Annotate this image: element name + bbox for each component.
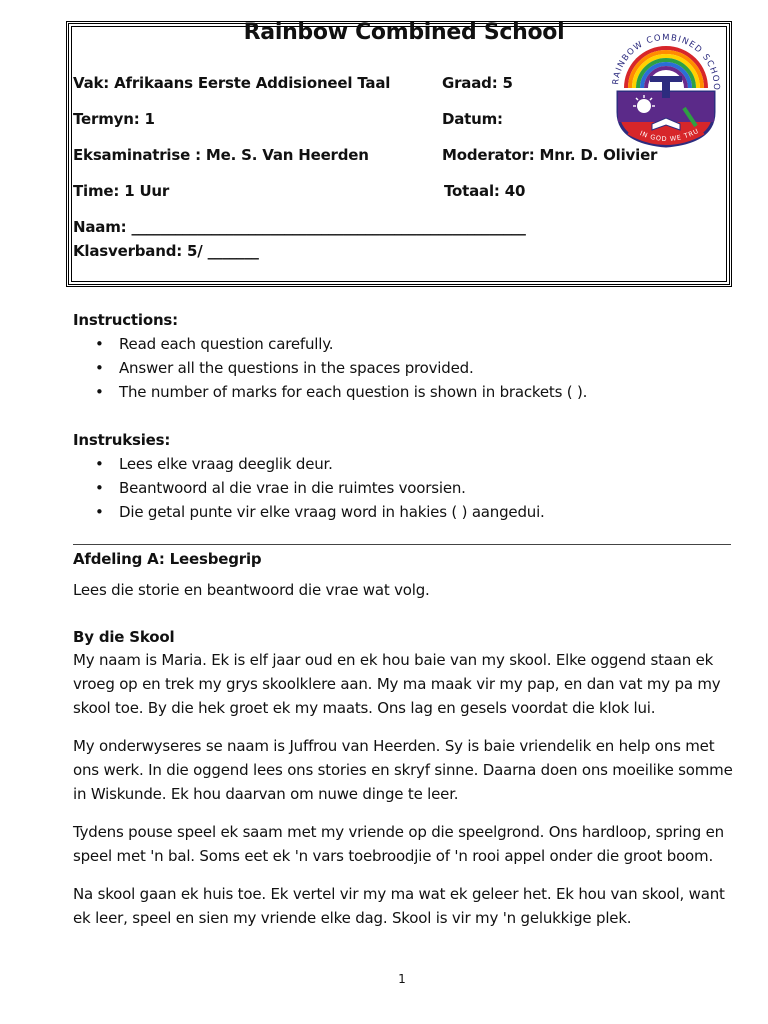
section-a-intro — [73, 578, 733, 602]
instruksies-title: Instruksies: — [73, 431, 171, 449]
section-a-heading: Afdeling A: Leesbegrip — [73, 550, 262, 568]
instructions-section — [73, 308, 733, 404]
list-item: • Lees elke vraag deeglik deur. — [73, 452, 733, 476]
grade-field: Graad: 5 — [442, 74, 513, 92]
page-number: 1 — [398, 972, 406, 986]
instructions-title: Instructions: — [73, 311, 178, 329]
story-paragraph: Tydens pouse speel ek saam met my vriende op die speelgrond. Ons hardloop, spring en speel met 'n bal. Soms eet ek 'n vars toebroodjie of 'n rooi appel onder die groot boom. — [73, 823, 724, 865]
examiner-field: Eksaminatrise : Me. S. Van Heerden — [73, 146, 369, 164]
logo-motto: IN GOD WE TRU — [638, 126, 701, 144]
list-item: • The number of marks for each question is shown in brackets ( ). — [73, 380, 733, 404]
story — [73, 626, 733, 930]
total-field: Totaal: 40 — [444, 182, 526, 200]
instruksies-list — [73, 452, 733, 524]
instruksies-section — [73, 428, 733, 524]
school-logo — [604, 26, 728, 150]
instructions-list — [73, 332, 733, 404]
list-item: • Beantwoord al die vrae in die ruimtes voorsien. — [73, 476, 733, 500]
name-line: Naam: ______________________________________________________ — [73, 218, 526, 236]
story-paragraph: My onderwyseres se naam is Juffrou van Heerden. Sy is baie vriendelik en help ons met ons werk. In die oggend lees ons stories en skryf sinne. Daarna doen ons moeilike somme in Wiskunde. Ek hou daarvan om nuwe dinge te leer. — [73, 737, 733, 803]
story-paragraph: Na skool gaan ek huis toe. Ek vertel vir my ma wat ek geleer het. Ek hou van skool, want ek leer, speel en sien my vriende elke dag. Skool is vir my 'n gelukkige plek. — [73, 885, 725, 927]
date-field: Datum: — [442, 110, 503, 128]
section-a-title — [73, 548, 733, 570]
intro-text: Lees die storie en beantwoord die vrae wat volg. — [73, 581, 430, 599]
story-paragraph: My naam is Maria. Ek is elf jaar oud en ek hou baie van my skool. Elke oggend staan ek vroeg op en trek my grys skoolklere aan. My ma maak vir my pap, en dan vat my pa my skool toe. By die hek groet ek my maats. Ons lag en gesels voordat die klok lui. — [73, 651, 721, 717]
class-line: Klasverband: 5/ _______ — [73, 242, 259, 260]
list-item: • Read each question carefully. — [73, 332, 733, 356]
moderator-field: Moderator: Mnr. D. Olivier — [442, 146, 658, 164]
logo-arc-text: RAINBOW COMBINED SCHOO — [611, 32, 722, 92]
story-title: By die Skool — [73, 628, 175, 646]
time-field: Time: 1 Uur — [73, 182, 170, 200]
term-field: Termyn: 1 — [73, 110, 155, 128]
subject-field: Vak: Afrikaans Eerste Addisioneel Taal — [73, 74, 391, 92]
list-item: • Die getal punte vir elke vraag word in hakies ( ) aangedui. — [73, 500, 733, 524]
list-item: • Answer all the questions in the spaces provided. — [73, 356, 733, 380]
school-name: Rainbow Combined School — [243, 20, 565, 45]
section-divider — [73, 544, 731, 545]
